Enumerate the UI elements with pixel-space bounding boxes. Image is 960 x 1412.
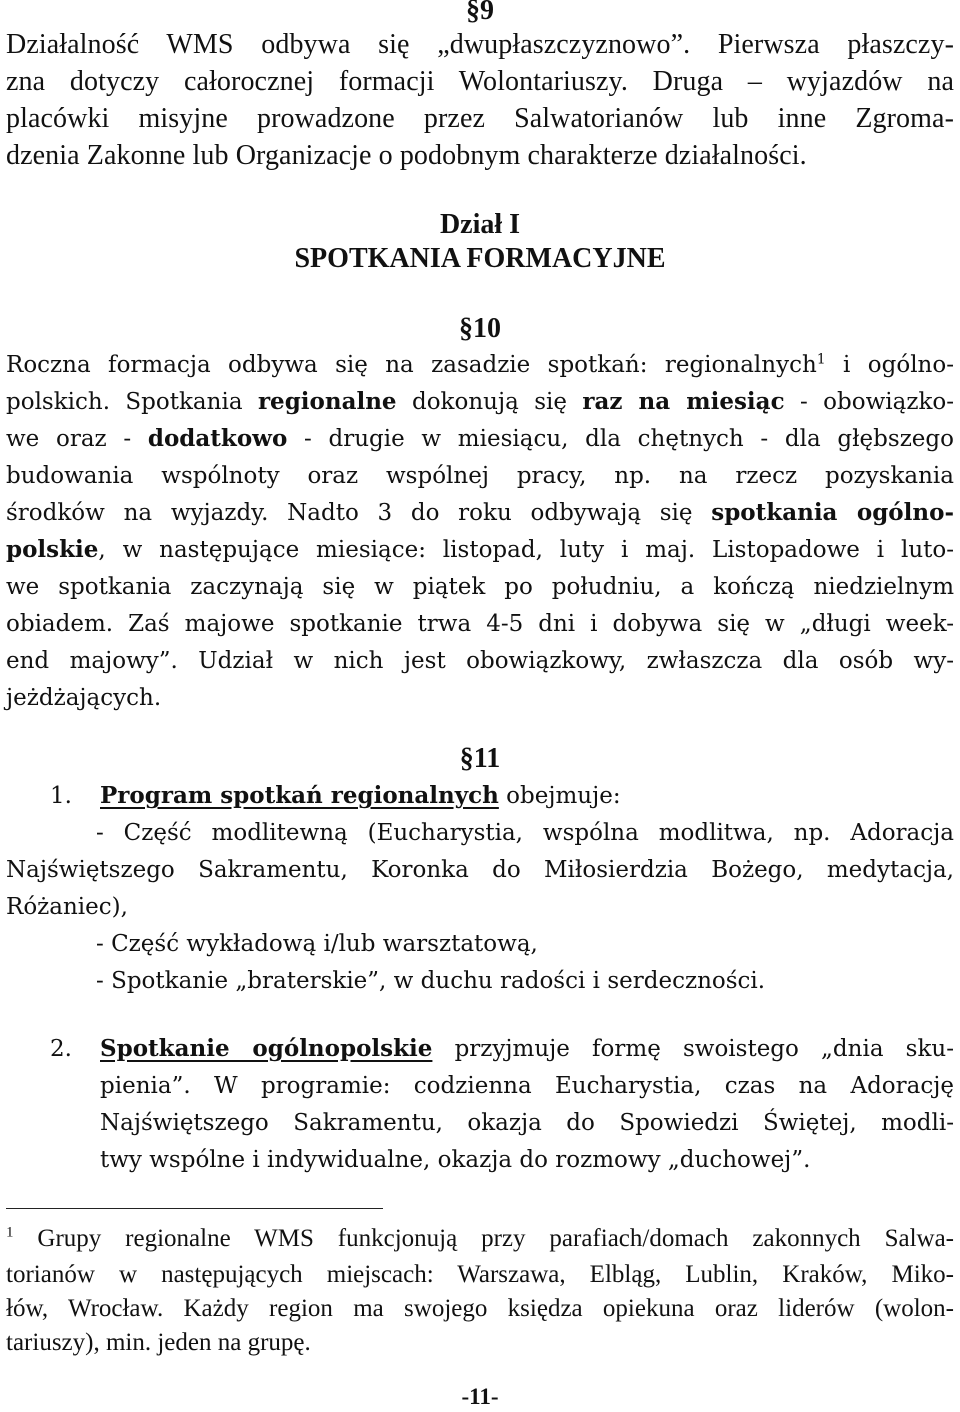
division-subtitle: SPOTKANIA FORMACYJNE: [294, 243, 666, 274]
p1-line-2: - Część modlitewną (Eucharystia, wspólna modlitwa, np. Adoracja: [96, 820, 954, 846]
s9-line-4: dzenia Zakonne lub Organizacje o podobnym charakterze działalności.: [6, 140, 807, 171]
national-meeting-title: Spotkanie ogólnopolskie: [100, 1035, 433, 1062]
list-number-2: 2.: [50, 1036, 72, 1062]
division-title: Dział I: [439, 209, 521, 240]
s10-line-3: we oraz - dodatkowo - drugie w miesiącu, dla chętnych - dla głębszego: [6, 425, 954, 452]
p1-line-3: Najświętszego Sakramentu, Koronka do Miłosierdzia Bożego, medytacja,: [6, 857, 954, 883]
s9-line-2: zna dotyczy całorocznej formacji Wolontariuszy. Druga – wyjazdów na: [6, 66, 954, 97]
s10-line-5: środków na wyjazdy. Nadto 3 do roku odbywają się spotkania ogólno-: [6, 499, 954, 526]
footnote-line-2: torianów w następujących miejscach: Warszawa, Elbląg, Lublin, Kraków, Miko-: [6, 1261, 954, 1288]
footnote-line-1: $^1$ Grupy regionalne WMS funkcjonują przy parafiach/domach zakonnych Salwa-: [6, 1224, 954, 1252]
s10-line-1: Roczna formacja odbywa się na zasadzie spotkań: regionalnych$^1$ i ogólno-: [6, 351, 954, 378]
page-number: -11-: [461, 1384, 499, 1409]
p2-line-2: pienia”. W programie: codzienna Eucharystia, czas na Adorację: [100, 1073, 954, 1099]
p1-line-4: Różaniec),: [6, 894, 128, 920]
s10-line-6: polskie, w następujące miesiące: listopad, luty i maj. Listopadowe i luto-: [6, 536, 954, 563]
footnote-number: 1: [6, 1224, 14, 1241]
s10-line-9: end majowy”. Udział w nich jest obowiązkowy, zwłaszcza dla osób wy-: [6, 648, 954, 674]
footnote-divider: [6, 1208, 383, 1209]
p2-line-3: Najświętszego Sakramentu, okazja do Spowiedzi Świętej, modli-: [100, 1110, 954, 1136]
s9-line-1: Działalność WMS odbywa się „dwupłaszczyznowo”. Pierwsza płaszczy-: [6, 29, 954, 60]
section-heading-11: §11: [459, 743, 501, 774]
s10-line-4: budowania wspólnoty oraz wspólnej pracy, np. na rzecz pozyskania: [6, 463, 954, 489]
p2-line-4: twy wspólne i indywidualne, okazja do rozmowy „duchowej”.: [100, 1147, 811, 1173]
p1-line-6: - Spotkanie „braterskie”, w duchu radości i serdeczności.: [96, 968, 766, 994]
s10-line-2: polskich. Spotkania regionalne dokonują się raz na miesiąc - obowiązko-: [6, 388, 954, 415]
p1-line-5: - Część wykładową i/lub warsztatową,: [96, 931, 538, 957]
section-heading-10: §10: [459, 313, 501, 344]
footnote-line-4: tariuszy), min. jeden na grupę.: [6, 1329, 311, 1356]
s10-line-8: obiadem. Zaś majowe spotkanie trwa 4-5 dni i dobywa się w „długi week-: [6, 611, 954, 637]
s9-line-3: placówki misyjne prowadzone przez Salwatorianów lub inne Zgroma-: [6, 103, 954, 134]
program-regional-line: Program spotkań regionalnych obejmuje:: [100, 782, 621, 809]
program-regional-title: Program spotkań regionalnych: [100, 782, 499, 809]
national-meeting-line: Spotkanie ogólnopolskie przyjmuje formę swoistego „dnia sku-: [100, 1035, 955, 1062]
s10-line-10: jeżdżających.: [6, 685, 162, 711]
footnote-ref: 1: [816, 351, 826, 368]
section-heading-9: §9: [466, 0, 494, 26]
s10-line-7: we spotkania zaczynają się w piątek po południu, a kończą niedzielnym: [6, 574, 954, 600]
footnote-line-3: łów, Wrocław. Każdy region ma swojego księdza opiekuna oraz liderów (wolon-: [6, 1295, 954, 1322]
list-number-1: 1.: [50, 783, 72, 809]
